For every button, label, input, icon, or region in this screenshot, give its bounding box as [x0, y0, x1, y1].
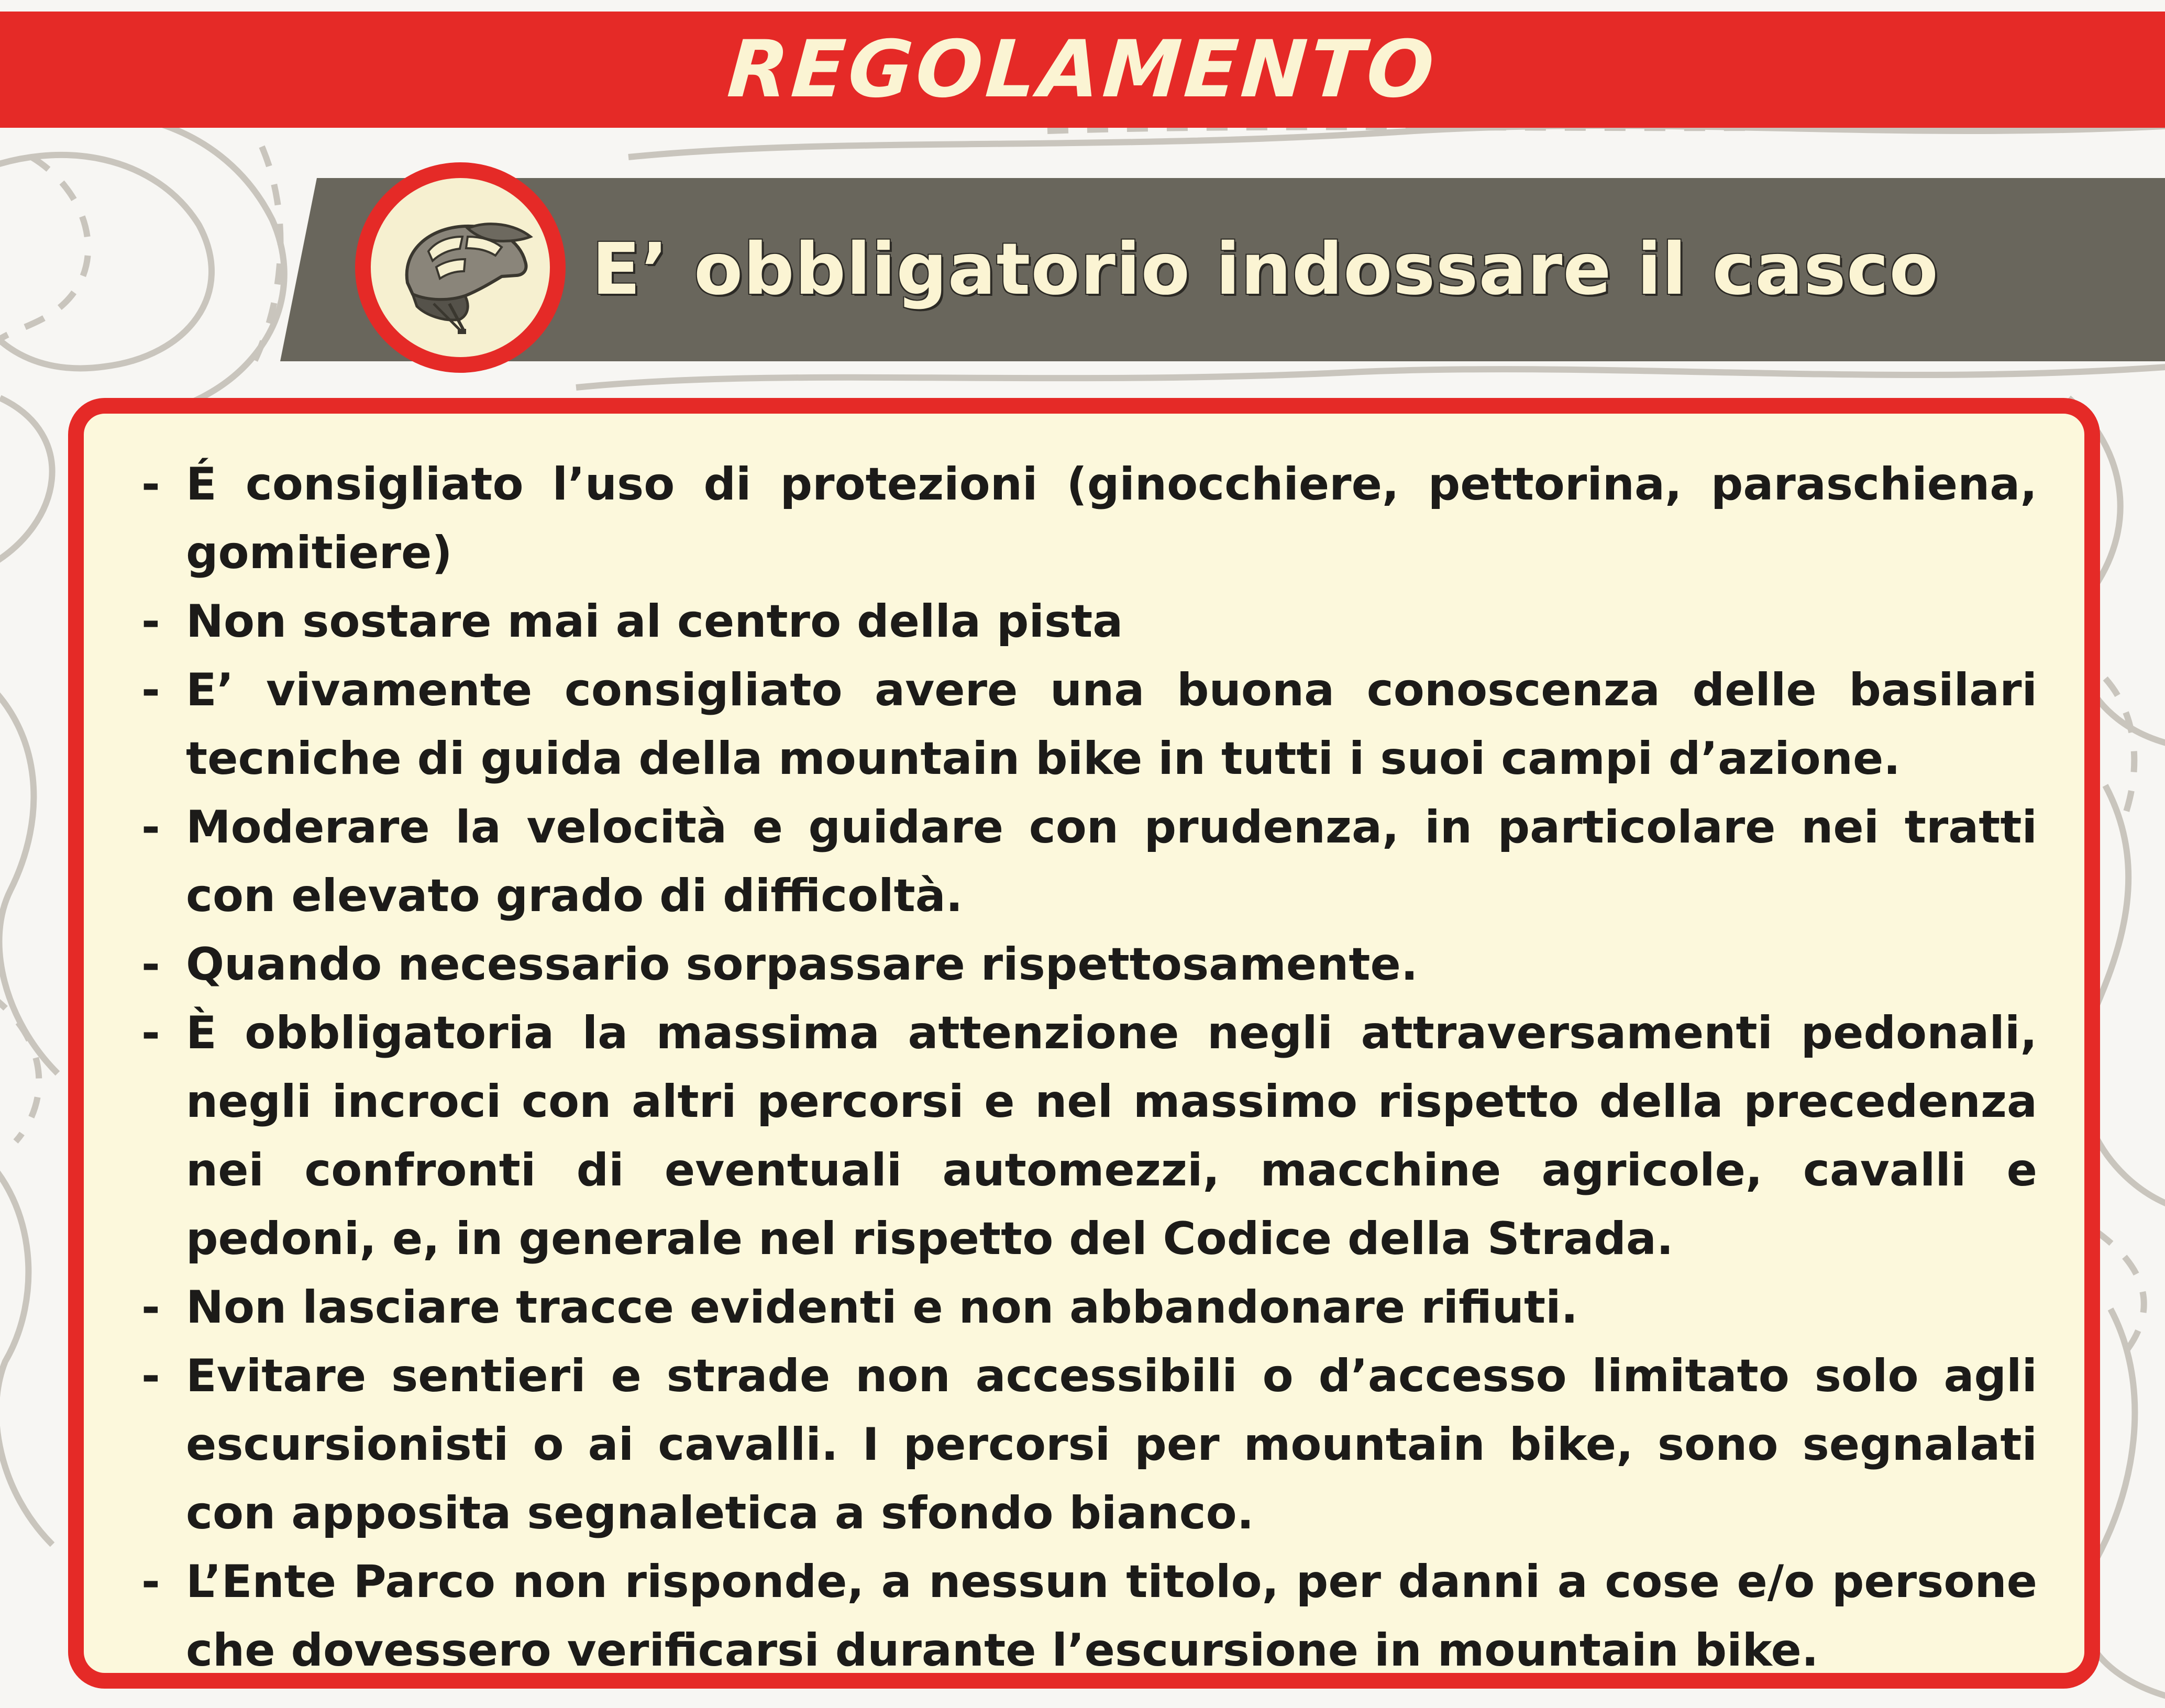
rule-item	[141, 656, 2037, 793]
rule-bullet: -	[141, 801, 160, 853]
rule-bullet: -	[141, 1007, 160, 1059]
helmet-badge-inner	[371, 178, 550, 357]
title-band	[0, 12, 2165, 128]
rule-bullet: -	[141, 1281, 160, 1334]
page-title: REGOLAMENTO	[725, 24, 1440, 115]
rule-item	[141, 793, 2037, 930]
rule-text: Non lasciare tracce evidenti e non abbandonare rifiuti.	[186, 1281, 1578, 1334]
rule-item	[141, 1548, 2037, 1685]
rule-item	[141, 930, 2037, 999]
bike-helmet-icon	[371, 178, 550, 357]
rule-item	[141, 587, 2037, 656]
rule-text: E’ vivamente consigliato avere una buona conoscenza delle basilari tecniche di guida della mountain bike in tutti i suoi campi d’azione.	[186, 664, 2037, 785]
rule-item	[141, 1342, 2037, 1548]
helmet-banner-text: E’ obbligatorio indossare il casco	[592, 228, 1939, 311]
rule-text: È obbligatoria la massima attenzione negli attraversamenti pedonali, negli incroci con altri percorsi e nel massimo rispetto della precedenza nei confronti di eventuali automezzi, macchine agricole, cavalli e pedoni, e, in generale nel rispetto del Codice della Strada.	[186, 1007, 2037, 1265]
helmet-badge	[355, 162, 566, 373]
rule-bullet: -	[141, 595, 160, 648]
rule-bullet: -	[141, 1556, 160, 1608]
rule-text: Non sostare mai al centro della pista	[186, 595, 1123, 648]
rule-bullet: -	[141, 664, 160, 716]
rule-bullet: -	[141, 938, 160, 991]
rule-bullet: -	[141, 458, 160, 511]
rule-item	[141, 450, 2037, 587]
rule-item	[141, 1273, 2037, 1342]
rule-item	[141, 999, 2037, 1273]
rules-list	[141, 450, 2037, 1685]
rule-text: É consigliato l’uso di protezioni (ginocchiere, pettorina, paraschiena, gomitiere)	[186, 458, 2037, 579]
rule-bullet: -	[141, 1350, 160, 1402]
rule-text: Evitare sentieri e strade non accessibili o d’accesso limitato solo agli escursionisti o ai cavalli. I percorsi per mountain bike, sono segnalati con apposita segnaletica a sfondo bianco.	[186, 1350, 2037, 1539]
rule-text: L’Ente Parco non risponde, a nessun titolo, per danni a cose e/o persone che dovessero verificarsi durante l’escursione in mountain bike.	[186, 1556, 2037, 1677]
rule-text: Moderare la velocità e guidare con prudenza, in particolare nei tratti con elevato grado di difficoltà.	[186, 801, 2037, 922]
rule-text: Quando necessario sorpassare rispettosamente.	[186, 938, 1418, 991]
